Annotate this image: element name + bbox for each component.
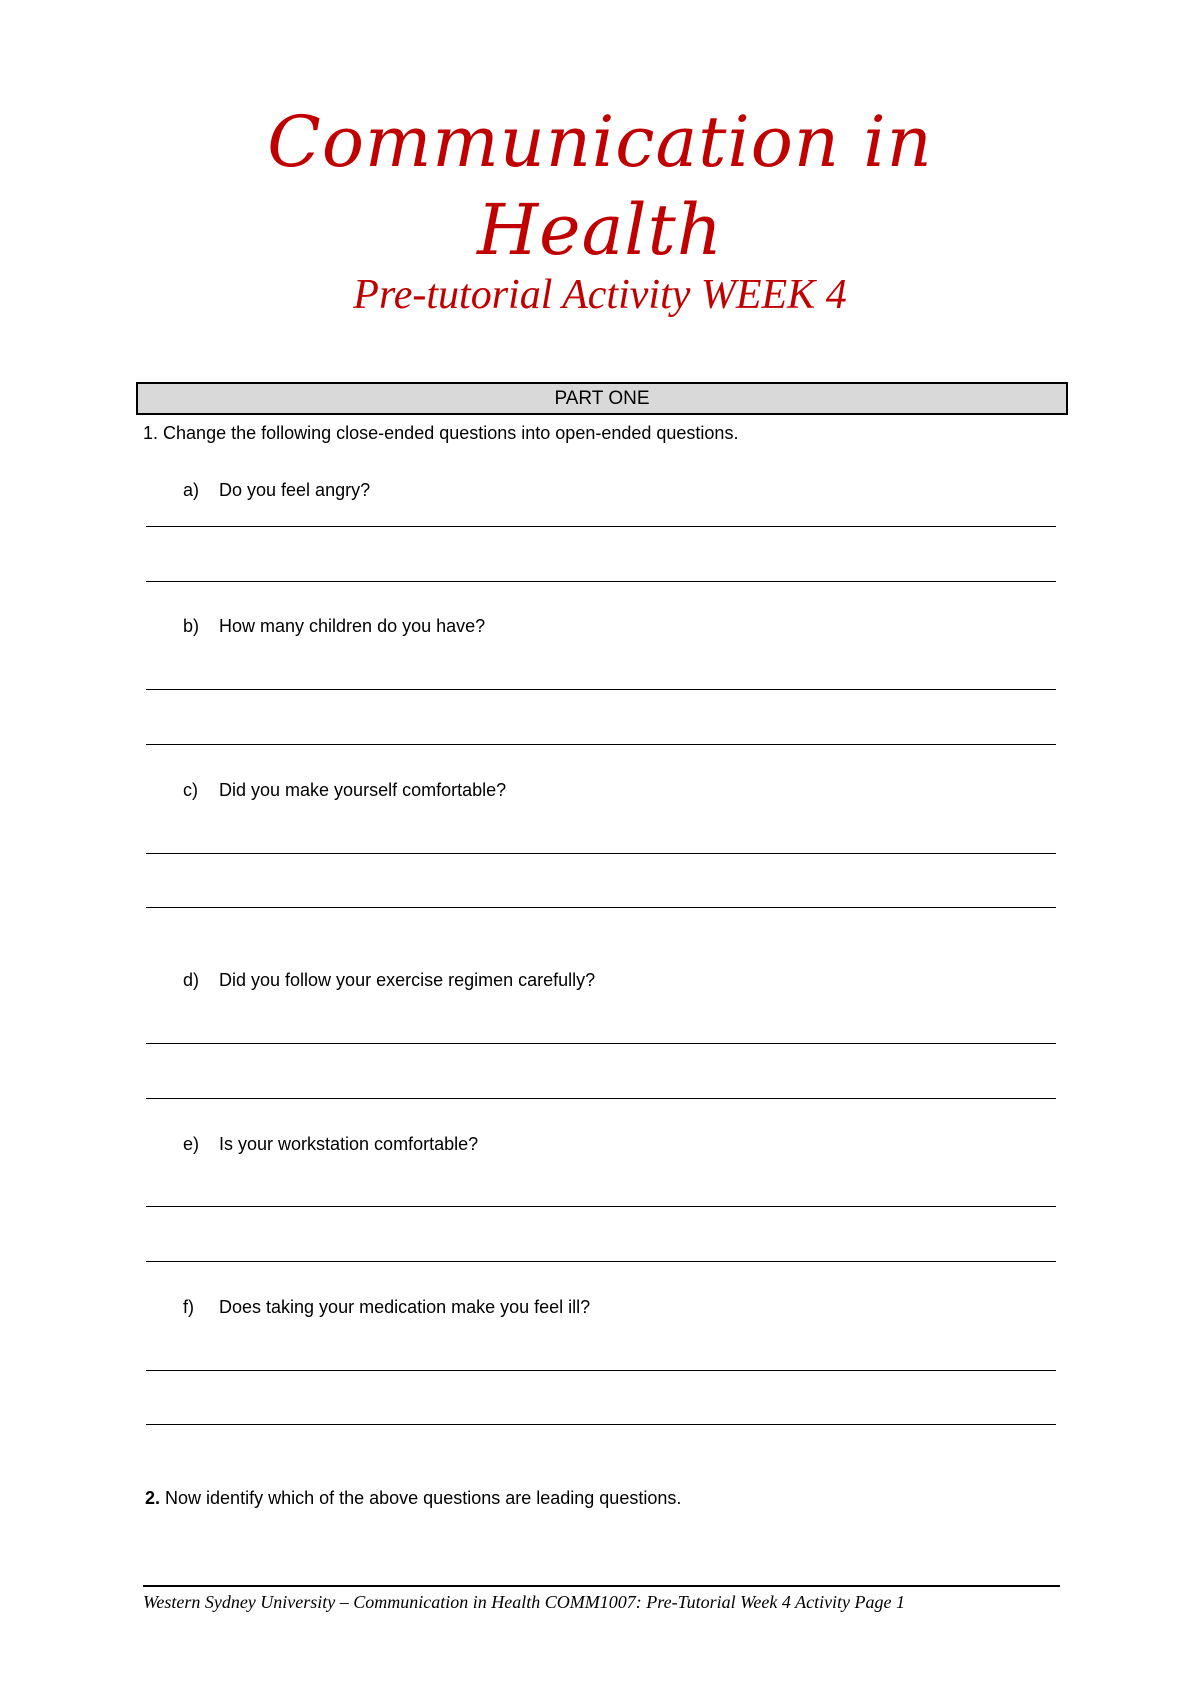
answer-line-d-2[interactable] (146, 1098, 1056, 1099)
question-text: Does taking your medication make you feel ill? (219, 1297, 591, 1317)
question-text: Did you make yourself comfortable? (219, 780, 507, 800)
answer-line-f-2[interactable] (146, 1424, 1056, 1425)
answer-line-b-1[interactable] (146, 689, 1056, 690)
footer-divider (143, 1585, 1060, 1587)
answer-line-c-1[interactable] (146, 853, 1056, 854)
answer-line-a-1[interactable] (146, 526, 1056, 527)
answer-line-e-1[interactable] (146, 1206, 1056, 1207)
question-text: How many children do you have? (219, 616, 486, 636)
question-text: Is your workstation comfortable? (219, 1134, 479, 1154)
instruction-2 (145, 1486, 681, 1510)
instruction-1-text: Change the following close-ended questions into open-ended questions. (163, 423, 739, 443)
question-letter: e) (183, 1134, 200, 1154)
answer-line-a-2[interactable] (146, 581, 1056, 582)
question-letter: d) (183, 970, 200, 990)
answer-line-c-2[interactable] (146, 907, 1056, 908)
document-title-line-1: Communication in (267, 101, 933, 183)
document-title-line-2: Health (477, 189, 723, 271)
instruction-2-number: 2. (145, 1488, 161, 1508)
page-footer: Western Sydney University – Communication in Health COMM1007: Pre-Tutorial Week 4 Activity Page 1 (143, 1592, 906, 1612)
instruction-1-number: 1. (143, 423, 159, 443)
part-one-heading: PART ONE (136, 382, 1068, 415)
answer-line-f-1[interactable] (146, 1370, 1056, 1371)
question-text: Do you feel angry? (219, 480, 371, 500)
question-letter: a) (183, 480, 200, 500)
question-text: Did you follow your exercise regimen carefully? (219, 970, 596, 990)
question-letter: c) (183, 780, 198, 800)
answer-line-b-2[interactable] (146, 744, 1056, 745)
instruction-2-text: Now identify which of the above questions are leading questions. (165, 1488, 682, 1508)
question-letter: b) (183, 616, 200, 636)
question-letter: f) (183, 1297, 194, 1317)
answer-line-d-1[interactable] (146, 1043, 1056, 1044)
answer-line-e-2[interactable] (146, 1261, 1056, 1262)
document-subtitle: Pre-tutorial Activity WEEK 4 (353, 272, 847, 318)
instruction-1 (143, 421, 738, 445)
